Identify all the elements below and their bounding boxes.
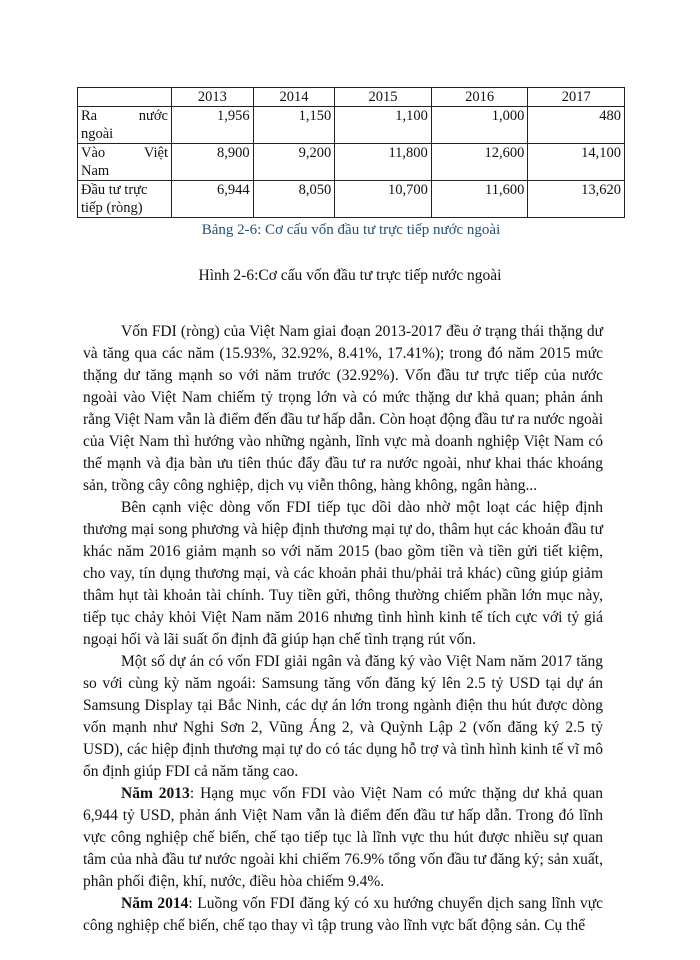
- paragraph: [83, 783, 603, 893]
- row-label-line: Ra nước: [81, 108, 168, 124]
- row-label: [78, 144, 172, 181]
- row-label-line: Đầu tư trực: [81, 182, 148, 198]
- table-cell: 8,900: [172, 144, 254, 181]
- row-label-line: tiếp (ròng): [81, 200, 143, 216]
- row-label: [78, 181, 172, 218]
- paragraph-text: : Hạng mục vốn FDI vào Việt Nam có mức thặng dư khả quan 6,944 tỷ USD, phản ánh Việt Nam vẫn là điểm đến đầu tư hấp dẫn. Trong đó lĩnh vực công nghiệp chế biến, chế tạo tiếp tục là lĩnh vực thu hút được nhiều sự quan tâm của nhà đầu tư nước ngoài khi chiếm 76.9% tổng vốn đầu tư đăng ký; sản xuất, phân phối điện, khí, nước, điều hòa chiếm 9.4%.: [83, 785, 603, 890]
- paragraph: Vốn FDI (ròng) của Việt Nam giai đoạn 2013-2017 đều ở trạng thái thặng dư và tăng qua các năm (15.93%, 32.92%, 8.41%, 17.41%); trong đó năm 2015 mức thặng dư tăng mạnh so với năm trước (32.92%). Vốn đầu tư trực tiếp của nước ngoài vào Việt Nam chiếm tỷ trọng lớn và có mức thặng dư khả quan; phản ánh rằng Việt Nam vẫn là điểm đến đầu tư hấp dẫn. Còn hoạt động đầu tư ra nước ngoài của Việt Nam thì hướng vào những ngành, lĩnh vực mà doanh nghiệp Việt Nam có thế mạnh và địa bàn ưu tiên thúc đẩy đầu tư ra nước ngoài, như khai thác khoáng sản, trồng cây công nghiệp, dịch vụ viễn thông, hàng không, ngân hàng...: [83, 323, 603, 494]
- table-row: [78, 181, 625, 218]
- fdi-table: [77, 87, 625, 218]
- table-header-blank: [78, 88, 172, 107]
- row-label-line: Vào Việt: [81, 145, 168, 161]
- paragraph-heading: Năm 2013: [121, 785, 190, 802]
- table-caption: Bảng 2-6: Cơ cấu vốn đầu tư trực tiếp nước ngoài: [201, 222, 501, 238]
- paragraph-heading: Năm 2014: [121, 895, 189, 912]
- year-header: 2017: [528, 88, 625, 107]
- paragraph: Bên cạnh việc dòng vốn FDI tiếp tục dồi dào nhờ một loạt các hiệp định thương mại song phương và hiệp định thương mại tự do, thâm hụt các khoản đầu tư khác năm 2016 giảm mạnh so với năm 2015 (bao gồm tiền và tiền gửi tiết kiệm, cho vay, tín dụng thương mại, và các khoản phải thu/phải trả khác) cũng giúp giảm thâm hụt tài khoản tài chính. Tuy tiền gửi, thông thường chiếm phần lớn mục này, tiếp tục chảy khỏi Việt Nam năm 2016 nhưng tình hình kinh tế tích cực với tỷ giá ngoại hối và lãi suất ổn định đã giúp hạn chế tình trạng rút vốn.: [83, 499, 603, 648]
- table-cell: 11,600: [431, 181, 528, 218]
- table-row: [78, 144, 625, 181]
- year-header: 2016: [431, 88, 528, 107]
- year-header: 2013: [172, 88, 254, 107]
- table-cell: 9,200: [253, 144, 335, 181]
- body-text: [83, 321, 603, 937]
- table-cell: 480: [528, 107, 625, 144]
- row-label-line: Nam: [81, 163, 110, 179]
- paragraph-text: : Luồng vốn FDI đăng ký có xu hướng chuyển dịch sang lĩnh vực công nghiệp chế biến, chế tạo thay vì tập trung vào lĩnh vực bất động sản. Cụ thể: [83, 895, 604, 934]
- table-row: [78, 107, 625, 144]
- paragraph: Một số dự án có vốn FDI giải ngân và đăng ký vào Việt Nam năm 2017 tăng so với cùng kỳ năm ngoái: Samsung tăng vốn đăng ký lên 2.5 tỷ USD tại dự án Samsung Display tại Bắc Ninh, các dự án lớn trong ngành điện thu hút được dòng vốn mạnh như Nghi Sơn 2, Vũng Áng 2, và Quỳnh Lập 2 (vốn đăng ký 2.5 tỷ USD), các hiệp định thương mại tự do có tác dụng hỗ trợ và tình hình kinh tế vĩ mô ổn định giúp FDI cả năm tăng cao.: [83, 653, 603, 780]
- table-cell: 13,620: [528, 181, 625, 218]
- table-cell: 1,100: [335, 107, 432, 144]
- table-cell: 14,100: [528, 144, 625, 181]
- year-header: 2014: [253, 88, 335, 107]
- table-header-row: [78, 88, 625, 107]
- table-cell: 1,150: [253, 107, 335, 144]
- year-header: 2015: [335, 88, 432, 107]
- table-cell: 1,000: [431, 107, 528, 144]
- figure-caption: Hình 2-6:Cơ cấu vốn đầu tư trực tiếp nước ngoài: [198, 267, 502, 284]
- table-cell: 12,600: [431, 144, 528, 181]
- paragraph: [83, 893, 603, 937]
- table-cell: 8,050: [253, 181, 335, 218]
- table-cell: 1,956: [172, 107, 254, 144]
- row-label-line: ngoài: [81, 126, 114, 142]
- row-label: [78, 107, 172, 144]
- table-cell: 6,944: [172, 181, 254, 218]
- table-cell: 10,700: [335, 181, 432, 218]
- table-cell: 11,800: [335, 144, 432, 181]
